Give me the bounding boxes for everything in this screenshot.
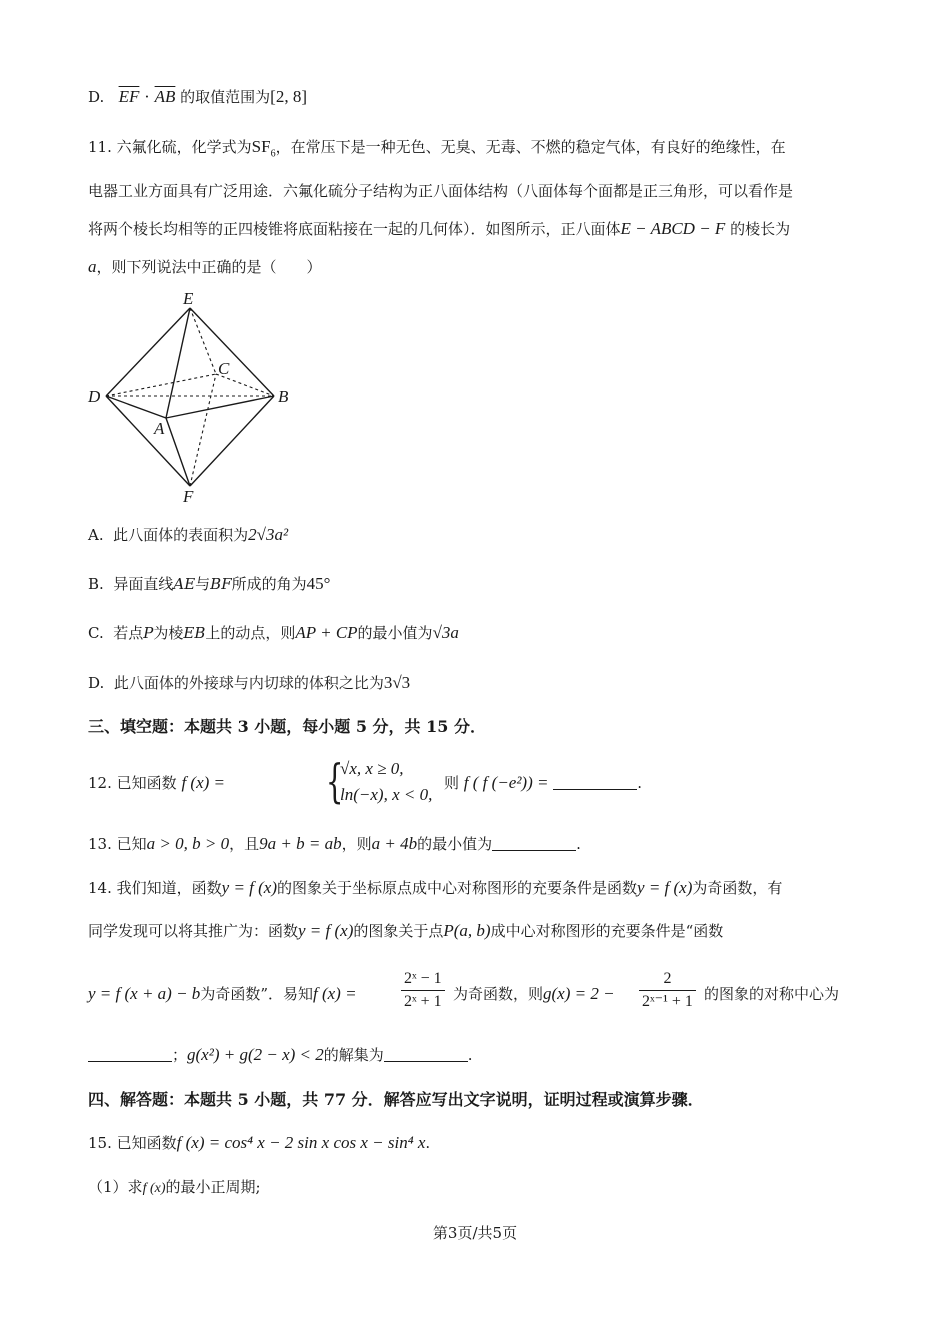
edge-ab — [166, 396, 274, 418]
question-number: 13. — [88, 835, 112, 853]
page-footer: 第3页/共5页 — [432, 1224, 518, 1242]
q14-line3 — [88, 968, 864, 1020]
question-number: 11. — [88, 138, 112, 156]
edge-fb — [190, 396, 274, 486]
question-number: 15. — [88, 1134, 112, 1152]
q14-text: 为奇函数”．易知 — [200, 985, 313, 1003]
question-number: 12. — [88, 774, 112, 792]
option-text: 异面直线 — [113, 575, 174, 593]
q13-text: ，则 — [341, 835, 372, 853]
q12-text: 则 — [444, 774, 460, 792]
edge-ec-hidden — [190, 308, 216, 374]
edge-length-var: a — [88, 257, 97, 276]
sf6-formula — [251, 137, 276, 160]
q14-text: 为奇函数，则 — [453, 985, 544, 1003]
q14-text: 的图象的对称中心为 — [704, 985, 840, 1003]
q14-text: 的解集为 — [323, 1046, 384, 1064]
formula-sub: 6 — [270, 148, 276, 160]
q15-expr: f (x) = cos⁴ x − 2 sin x cos x − sin⁴ x — [176, 1133, 426, 1152]
fraction-numerator: 2ˣ − 1 — [401, 968, 445, 991]
q11-line4 — [88, 256, 864, 278]
edge-fa — [166, 418, 190, 486]
q14-fx: f (x) = — [312, 984, 357, 1003]
q14-text: 我们知道，函数 — [116, 879, 222, 897]
q14-yfx: y = f (x) — [637, 878, 693, 897]
fraction-denominator: 2ˣ⁻¹ + 1 — [642, 993, 693, 1010]
piecewise-brace: { — [325, 754, 344, 808]
q11-option-b — [88, 573, 864, 595]
point-p: P — [143, 624, 154, 642]
q11-text: 电器工业方面具有广泛用途．六氟化硫分子结构为正八面体结构（八面体每个面都是正三角形，可以看作是 — [88, 182, 794, 200]
fraction-denominator: 2ˣ + 1 — [404, 993, 442, 1010]
range-value: [2, 8] — [270, 87, 307, 106]
q14-line1 — [88, 877, 864, 899]
line-ae: AE — [173, 575, 196, 593]
fraction-gx — [639, 968, 696, 1013]
q13-condition: a > 0, b > 0 — [146, 834, 230, 853]
option-text: 为棱 — [153, 624, 184, 642]
q11-line1 — [88, 136, 864, 165]
q11-text: ，则下列说法中正确的是（ ） — [96, 258, 322, 276]
option-expr: 3√3 — [383, 673, 411, 692]
piecewise-case-2: ln(−x), x < 0, — [340, 785, 433, 804]
q13-equation: 9a + b = ab — [259, 834, 342, 853]
q14-line4 — [88, 1044, 864, 1066]
answer-blank[interactable] — [553, 775, 637, 790]
q14-text: 的图象关于坐标原点成中心对称图形的充要条件是函数 — [277, 879, 638, 897]
q14-text: 同学发现可以将其推广为：函数 — [88, 922, 299, 940]
q12-tail — [444, 772, 642, 794]
q11-line3 — [88, 218, 864, 240]
q11-text: 将两个棱长均相等的正四棱锥将底面粘接在一起的几何体）．如图所示，正八面体 — [88, 220, 621, 238]
q14-point: P(a, b) — [443, 921, 491, 940]
q12-lead — [88, 772, 225, 794]
fraction-fx — [401, 968, 445, 1013]
q11-option-a — [88, 524, 864, 546]
option-expr: AP + CP — [295, 623, 358, 642]
q12-text: 已知函数 — [116, 774, 177, 792]
q14-yfx: y = f (x) — [221, 878, 278, 897]
answer-blank[interactable] — [88, 1047, 172, 1062]
q14-gx: g(x) = 2 − — [543, 984, 615, 1003]
vector-ab: $\overline{AB}$ — [154, 87, 176, 106]
q13-expr: a + 4b — [371, 834, 418, 853]
q13-end: . — [576, 835, 581, 853]
edge-ea — [166, 308, 190, 418]
section-3-heading: 三、填空题：本题共 3 小题，每小题 5 分，共 15 分． — [88, 717, 486, 736]
q14-end: . — [467, 1046, 473, 1064]
piecewise-case-1: √x, x ≥ 0, — [340, 759, 404, 778]
q13-text: ，且 — [229, 835, 260, 853]
q11-line2 — [88, 180, 864, 202]
option-expr: 45° — [306, 574, 331, 593]
vertex-label-c: C — [218, 359, 230, 378]
octahedron-name: E − ABCD − F — [620, 219, 726, 238]
edge-ed — [106, 308, 190, 396]
edge-da — [106, 396, 166, 418]
vertex-label-e: E — [183, 289, 194, 308]
option-text: 所成的角为 — [231, 575, 307, 593]
dot-operator: · — [144, 87, 150, 106]
option-text: 与 — [195, 575, 211, 593]
q14-inequality: g(x²) + g(2 − x) < 2 — [187, 1045, 324, 1064]
q15-text: 已知函数 — [116, 1134, 177, 1152]
q15-end: . — [425, 1134, 431, 1152]
q13-text: 已知 — [116, 835, 147, 853]
option-label: C. — [88, 624, 104, 642]
q15 — [88, 1132, 864, 1154]
option-text: 若点 — [113, 624, 144, 642]
edge-fd — [106, 396, 190, 486]
option-text: 的取值范围为 — [180, 88, 271, 106]
option-text: 的最小值为 — [357, 624, 433, 642]
answer-blank[interactable] — [384, 1047, 468, 1062]
q10-option-d — [88, 86, 864, 108]
fraction-numerator: 2 — [639, 968, 696, 991]
vector-ef: $\overline{EF}$ — [118, 87, 140, 106]
octahedron-figure — [80, 288, 310, 506]
edge-dc-hidden — [106, 374, 216, 396]
q14-line3-lead — [88, 983, 357, 1005]
part-label: （1） — [88, 1178, 128, 1196]
vertex-label-f: F — [183, 487, 194, 506]
question-number: 14. — [88, 879, 112, 897]
line-bf: BF — [210, 575, 232, 593]
edge-eb — [190, 308, 274, 396]
q11-text: 六氟化硫，化学式为 — [116, 138, 252, 156]
q14-text: 成中心对称图形的充要条件是“函数 — [490, 922, 724, 940]
option-text: 此八面体的外接球与内切球的体积之比为 — [113, 674, 384, 692]
option-label: B. — [88, 575, 104, 593]
q15-text: 求 — [127, 1178, 143, 1196]
q14-separator: ； — [172, 1046, 188, 1064]
q13-text: 的最小值为 — [417, 835, 493, 853]
q14-yfx: y = f (x) — [298, 921, 354, 940]
q11-text: 的棱长为 — [730, 220, 791, 238]
option-label: D. — [88, 88, 105, 106]
edge-fc-hidden — [190, 374, 216, 486]
q12-expr: f ( f (−e²)) = — [463, 773, 549, 792]
q15-text: 的最小正周期; — [165, 1178, 261, 1196]
q14-line2 — [88, 920, 864, 942]
option-label: D. — [88, 674, 105, 692]
answer-blank[interactable] — [492, 836, 576, 851]
edge-eb-label: EB — [183, 624, 206, 642]
q15-part1 — [88, 1176, 864, 1200]
q13 — [88, 833, 864, 855]
option-label: A. — [88, 526, 104, 544]
section-4-heading: 四、解答题：本题共 5 小题，共 77 分．解答应写出文字说明，证明过程或演算步骤． — [88, 1090, 704, 1109]
q11-text: ，在常压下是一种无色、无臭、无毒、不燃的稳定气体，有良好的绝缘性，在 — [275, 138, 786, 156]
q11-option-d — [88, 672, 864, 694]
q14-line3-mid — [453, 983, 615, 1005]
q14-text: 为奇函数，有 — [692, 879, 783, 897]
q14-text: 的图象关于点 — [353, 922, 444, 940]
q14-shift-expr: y = f (x + a) − b — [88, 984, 201, 1003]
q15-fx: f (x) — [142, 1181, 166, 1196]
option-value: √3a — [432, 623, 459, 642]
q12 — [88, 756, 864, 810]
vertex-label-a: A — [154, 419, 165, 438]
option-expr: 2√3a² — [248, 525, 289, 544]
q11-option-c — [88, 622, 864, 644]
vertex-label-b: B — [278, 387, 289, 406]
q12-fx: f (x) = — [181, 773, 225, 792]
formula-main: SF — [251, 137, 271, 156]
q12-end: . — [637, 774, 643, 792]
option-text: 上的动点，则 — [205, 624, 296, 642]
vertex-label-d: D — [88, 387, 101, 406]
option-text: 此八面体的表面积为 — [113, 526, 249, 544]
